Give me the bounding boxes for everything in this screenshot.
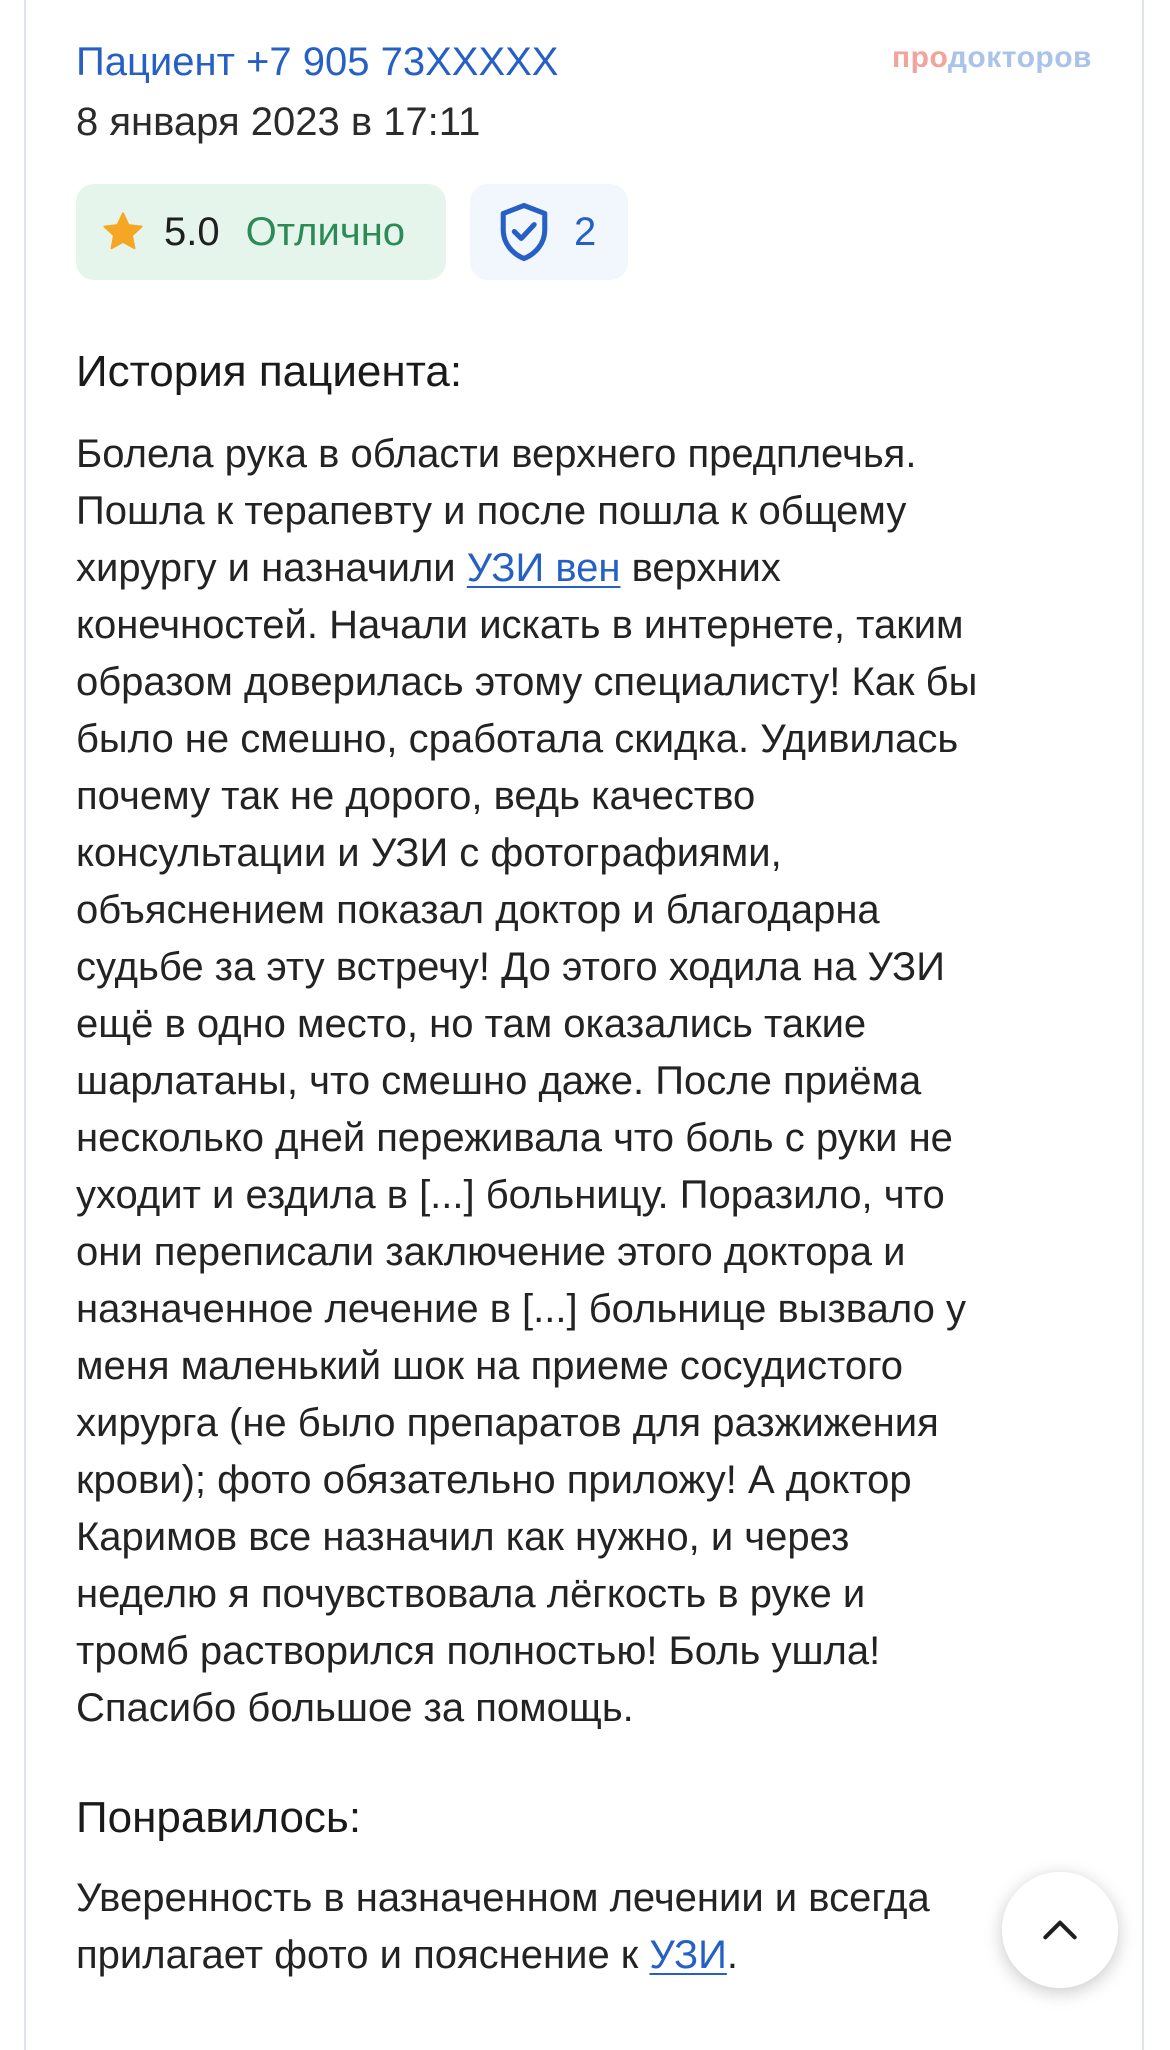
liked-line-text: Уверенность в назначенном лечении и всегда [76, 1876, 930, 1920]
history-line-text: Пошла к терапевту и после пошла к общему [76, 489, 907, 533]
history-line [76, 1509, 1116, 1566]
history-line-text: меня маленький шок на приеме сосудистого [76, 1344, 904, 1388]
history-line [76, 711, 1116, 768]
history-line [76, 1110, 1116, 1167]
history-line-text: они переписали заключение этого доктора и [76, 1230, 906, 1274]
liked-text [76, 1870, 1116, 1984]
history-line [76, 1452, 1116, 1509]
uzi-veins-link[interactable]: УЗИ вен [466, 546, 621, 590]
history-line-text: почему так не дорого, ведь качество [76, 774, 756, 818]
rating-label: Отлично [245, 209, 406, 254]
liked-line-text: . [726, 1933, 738, 1977]
history-line-text: неделю я почувствовала лёгкость в руке и [76, 1572, 866, 1616]
history-line-text: консультации и УЗИ с фотографиями, [76, 831, 782, 875]
history-line-text: хирурга (не было препаратов для разжижения [76, 1401, 939, 1445]
history-line [76, 1566, 1116, 1623]
history-line [76, 1053, 1116, 1110]
history-line-text: судьбе за эту встречу! До этого ходила на УЗИ [76, 945, 945, 989]
history-line-text: объяснением показал доктор и благодарна [76, 888, 880, 932]
brand-logo-part2: докторов [947, 41, 1092, 74]
history-line-text: ещё в одно место, но там оказались такие [76, 1002, 867, 1046]
brand-logo-part1: про [892, 41, 948, 74]
history-line [76, 939, 1116, 996]
liked-title: Понравилось: [76, 1793, 362, 1842]
history-line [76, 483, 1116, 540]
review-date: 8 января 2023 в 17:11 [76, 100, 481, 144]
verified-badge[interactable] [470, 184, 628, 280]
history-line-text: было не смешно, сработала скидка. Удивилась [76, 717, 959, 761]
history-line-text: верхних [620, 546, 781, 590]
history-line [76, 768, 1116, 825]
brand-logo[interactable] [892, 38, 1092, 78]
rating-badge [76, 184, 446, 280]
history-title: История пациента: [76, 347, 463, 396]
history-line-text: крови); фото обязательно приложу! А доктор [76, 1458, 912, 1502]
history-line [76, 1395, 1116, 1452]
history-line-text: тромб растворился полностью! Боль ушла! [76, 1629, 881, 1673]
shield-check-icon [496, 202, 552, 262]
history-line [76, 654, 1116, 711]
history-line [76, 1680, 1116, 1737]
history-line-text: Каримов все назначил как нужно, и через [76, 1515, 850, 1559]
verified-count: 2 [574, 209, 597, 254]
liked-line [76, 1870, 1116, 1927]
rating-value: 5.0 [164, 209, 220, 254]
history-line [76, 1224, 1116, 1281]
chevron-up-icon [1038, 1908, 1082, 1952]
history-line [76, 1338, 1116, 1395]
history-line [76, 1167, 1116, 1224]
history-line-text: конечностей. Начали искать в интернете, таким [76, 603, 964, 647]
star-icon [100, 209, 146, 255]
history-line [76, 996, 1116, 1053]
history-line-text: Спасибо большое за помощь. [76, 1686, 634, 1730]
history-line-text: назначенное лечение в [...] больнице вызвало у [76, 1287, 966, 1331]
history-line-text: несколько дней переживала что боль с руки не [76, 1116, 953, 1160]
scroll-to-top-button[interactable] [1002, 1872, 1118, 1988]
history-line [76, 426, 1116, 483]
patient-name[interactable]: Пациент +7 905 73XXXXX [76, 40, 559, 84]
history-line-text: Болела рука в области верхнего предплечья. [76, 432, 917, 476]
uzi-link[interactable]: УЗИ [649, 1933, 727, 1977]
history-line-text: шарлатаны, что смешно даже. После приёма [76, 1059, 922, 1103]
liked-line [76, 1927, 1116, 1984]
history-text [76, 426, 1116, 1737]
history-line [76, 1623, 1116, 1680]
history-line [76, 540, 1116, 597]
history-line-text: хирургу и назначили [76, 546, 467, 590]
history-line [76, 825, 1116, 882]
history-line [76, 1281, 1116, 1338]
history-line [76, 882, 1116, 939]
history-line-text: уходит и ездила в [...] больницу. Поразило, что [76, 1173, 945, 1217]
history-line [76, 597, 1116, 654]
history-line-text: образом доверилась этому специалисту! Как бы [76, 660, 978, 704]
liked-line-text: прилагает фото и пояснение к [76, 1933, 650, 1977]
